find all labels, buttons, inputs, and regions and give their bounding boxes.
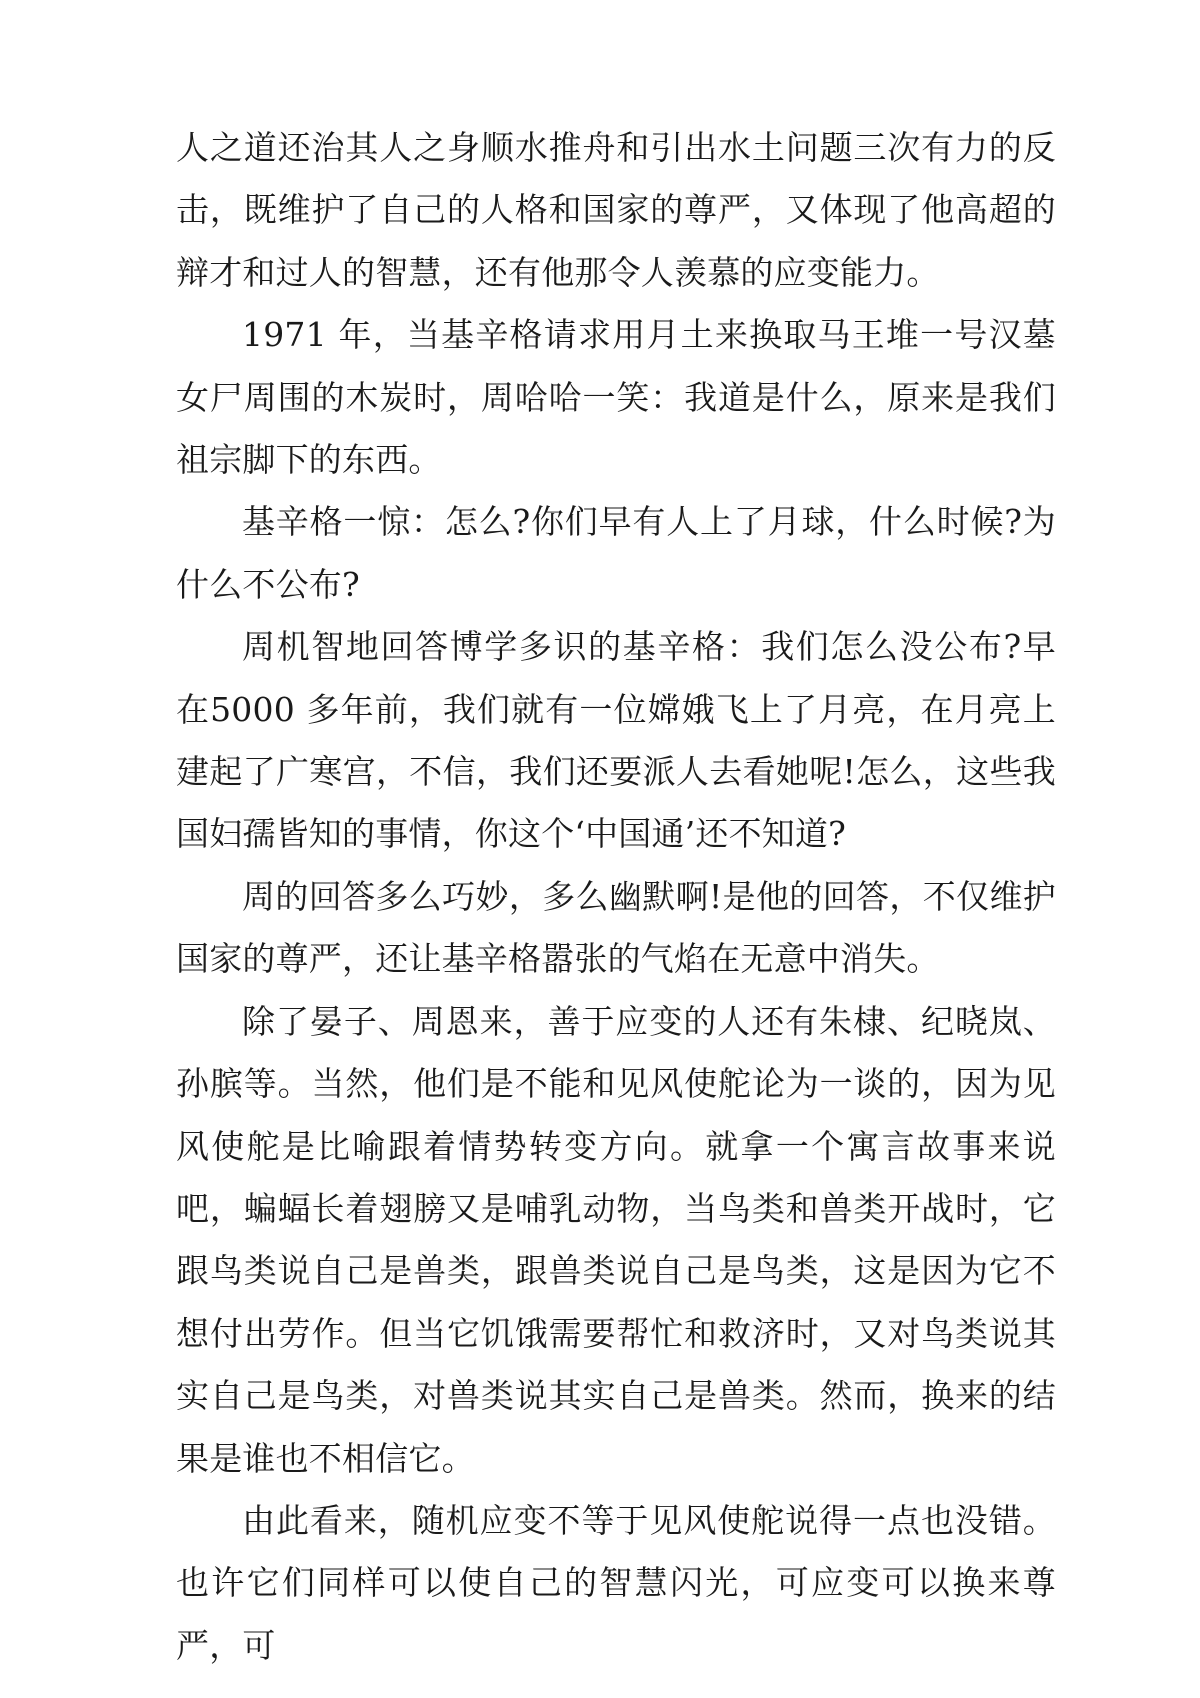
paragraph-7: 由此看来，随机应变不等于见风使舵说得一点也没错。也许它们同样可以使自己的智慧闪光，可应变可以换来尊严，可 <box>176 1500 1056 1665</box>
paragraph-5: 周的回答多么巧妙，多么幽默啊!是他的回答，不仅维护国家的尊严，还让基辛格嚣张的气焰在无意中消失。 <box>176 876 1056 979</box>
paragraph-6: 除了晏子、周恩来，善于应变的人还有朱棣、纪晓岚、孙膑等。当然，他们是不能和见风使舵论为一谈的，因为见风使舵是比喻跟着情势转变方向。就拿一个寓言故事来说吧，蝙蝠长着翅膀又是哺乳动物，当鸟类和兽类开战时，它跟鸟类说自己是兽类，跟兽类说自己是鸟类，这是因为它不想付出劳作。但当它饥饿需要帮忙和救济时，又对鸟类说其实自己是鸟类，对兽类说其实自己是兽类。然而，换来的结果是谁也不相信它。 <box>176 1001 1056 1478</box>
paragraph-4: 周机智地回答博学多识的基辛格：我们怎么没公布?早在5000 多年前，我们就有一位嫦娥飞上了月亮，在月亮上建起了广寒宫，不信，我们还要派人去看她呢!怎么，这些我国妇孺皆知的事情，你这个‘中国通’还不知道? <box>176 627 1056 854</box>
paragraph-2: 1971 年，当基辛格请求用月土来换取马王堆一号汉墓女尸周围的木炭时，周哈哈一笑：我道是什么，原来是我们祖宗脚下的东西。 <box>176 315 1056 480</box>
paragraph-3: 基辛格一惊：怎么?你们早有人上了月球，什么时候?为什么不公布? <box>176 502 1056 604</box>
paragraph-1: 人之道还治其人之身顺水推舟和引出水土问题三次有力的反击，既维护了自己的人格和国家的尊严，又体现了他高超的辩才和过人的智慧，还有他那令人羡慕的应变能力。 <box>176 128 1056 292</box>
body-text <box>176 117 1056 1677</box>
